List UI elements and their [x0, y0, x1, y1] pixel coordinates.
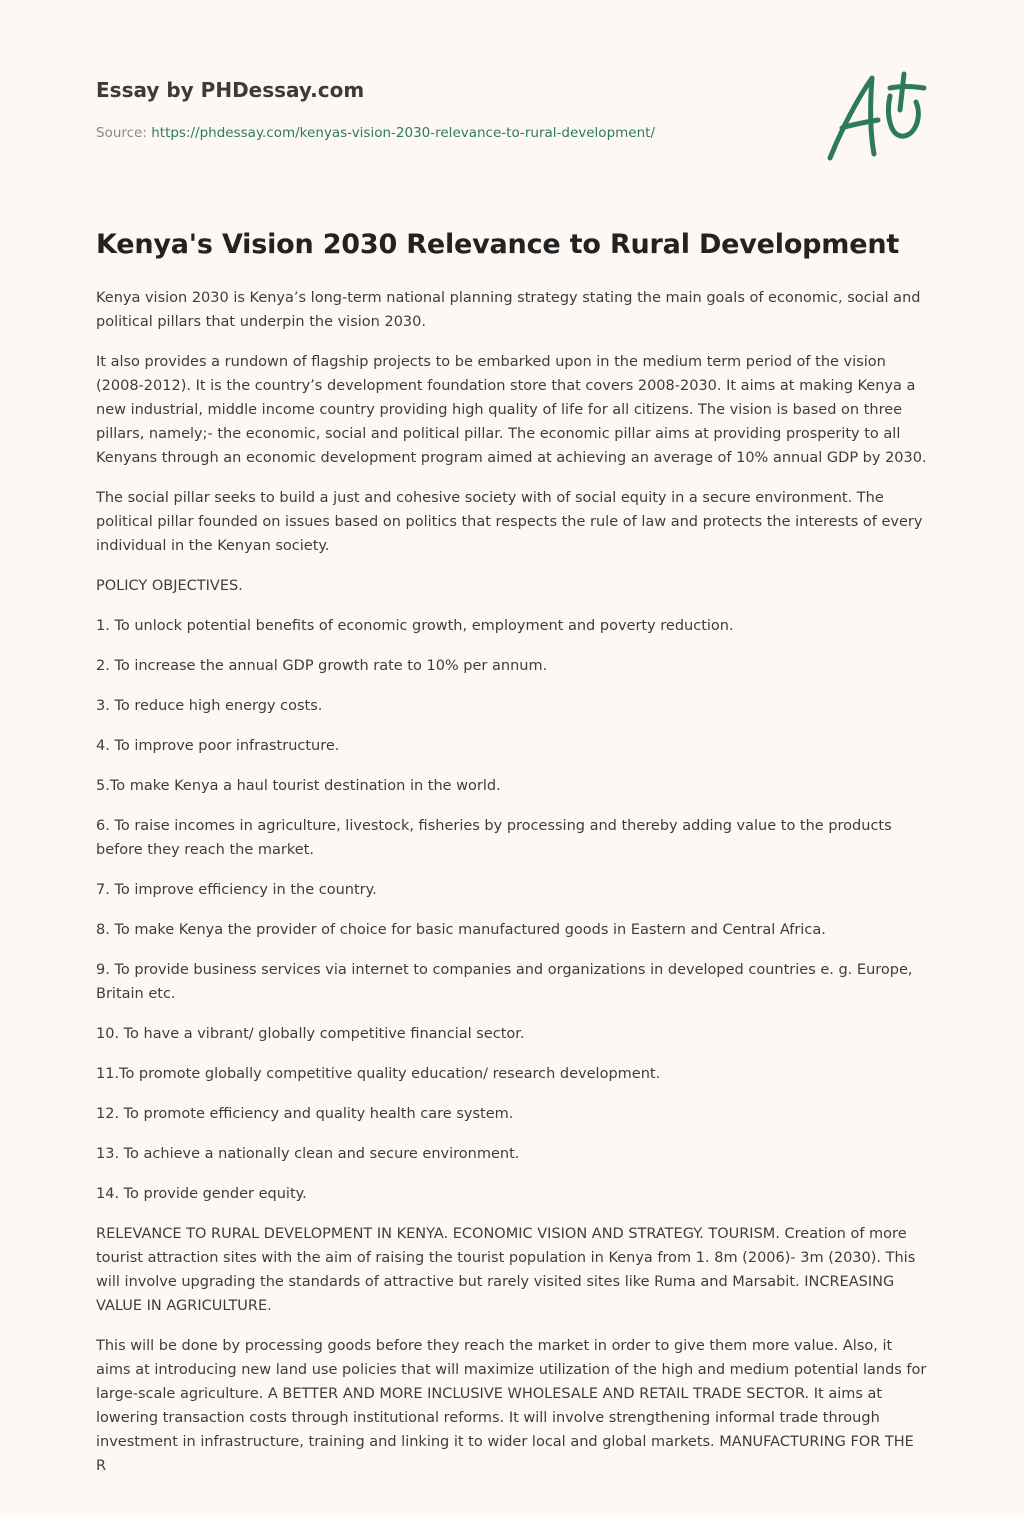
objective-item: 9. To provide business services via internet to companies and organizations in developed countries e. g. Europe, Britain etc.	[96, 962, 913, 1002]
essay-content	[96, 226, 928, 1494]
source-label: Source:	[96, 125, 152, 141]
objective-item: 10. To have a vibrant/ globally competitive financial sector.	[96, 1026, 525, 1042]
objective-item: 11.To promote globally competitive quality education/ research development.	[96, 1066, 661, 1082]
paragraph: The social pillar seeks to build a just and cohesive society with of social equity in a secure environment. The political pillar founded on issues based on politics that respects the rule of law and protects the interests of every individual in the Kenyan society.	[96, 490, 923, 554]
objective-item: 7. To improve efficiency in the country.	[96, 882, 377, 898]
objective-item: 8. To make Kenya the provider of choice for basic manufactured goods in Eastern and Central Africa.	[96, 922, 826, 938]
objective-item: 3. To reduce high energy costs.	[96, 698, 323, 714]
source-link[interactable]: https://phdessay.com/kenyas-vision-2030-relevance-to-rural-development/	[151, 125, 655, 141]
objective-item: 14. To provide gender equity.	[96, 1186, 307, 1202]
page-header	[96, 76, 928, 142]
objective-item: 13. To achieve a nationally clean and secure environment.	[96, 1146, 520, 1162]
site-title: Essay by PHDessay.com	[96, 78, 365, 102]
objective-item: 12. To promote efficiency and quality health care system.	[96, 1106, 514, 1122]
paragraph: Kenya vision 2030 is Kenya’s long-term national planning strategy stating the main goals of economic, social and political pillars that underpin the vision 2030.	[96, 290, 921, 330]
objective-item: 2. To increase the annual GDP growth rate to 10% per annum.	[96, 658, 548, 674]
paragraph: It also provides a rundown of flagship projects to be embarked upon in the medium term period of the vision (2008-2012). It is the country’s development foundation store that covers 2008-2030. It aims at making Kenya a new industrial, middle income country providing high quality of life for all citizens. The vision is based on three pillars, namely;- the economic, social and political pillar. The economic pillar aims at providing prosperity to all Kenyans through an economic development program aimed at achieving an average of 10% annual GDP by 2030.	[96, 354, 927, 466]
paragraph: RELEVANCE TO RURAL DEVELOPMENT IN KENYA. ECONOMIC VISION AND STRATEGY. TOURISM. Creation of more tourist attraction sites with the aim of raising the tourist population in Kenya from 1. 8m (2006)- 3m (2030). This will involve upgrading the standards of attractive but rarely visited sites like Ruma and Marsabit. INCREASING VALUE IN AGRICULTURE.	[96, 1226, 916, 1314]
objective-item: 6. To raise incomes in agriculture, livestock, fisheries by processing and thereby adding value to the products before they reach the market.	[96, 818, 892, 858]
section-heading: POLICY OBJECTIVES.	[96, 578, 243, 594]
paragraph: This will be done by processing goods before they reach the market in order to give them more value. Also, it aims at introducing new land use policies that will maximize utilization of the high and medium potential lands for large-scale agriculture. A BETTER AND MORE INCLUSIVE WHOLESALE AND RETAIL TRADE SECTOR. It aims at lowering transaction costs through institutional reforms. It will involve strengthening informal trade through investment in infrastructure, training and linking it to wider local and global markets. MANUFACTURING FOR THE R	[96, 1338, 927, 1474]
a-plus-logo-icon	[820, 66, 930, 166]
source-line	[96, 124, 928, 142]
objective-item: 5.To make Kenya a haul tourist destination in the world.	[96, 778, 501, 794]
essay-title: Kenya's Vision 2030 Relevance to Rural Development	[96, 229, 900, 260]
objective-item: 1. To unlock potential benefits of economic growth, employment and poverty reduction.	[96, 618, 734, 634]
objective-item: 4. To improve poor infrastructure.	[96, 738, 340, 754]
